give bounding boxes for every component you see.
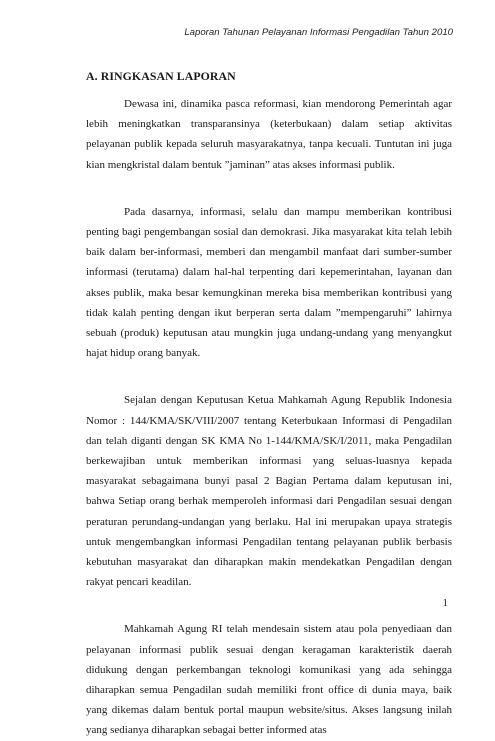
running-header: Laporan Tahunan Pelayanan Informasi Pengadilan Tahun 2010 <box>184 27 453 38</box>
body-text <box>86 94 452 741</box>
paragraph: Mahkamah Agung RI telah mendesain sistem atau pola penyediaan dan pelayanan informasi publik sesuai dengan keragaman karakteristik daerah didukung dengan perkembangan teknologi komunikasi yang ada sehingga diharapkan semua Pengadilan sudah memiliki front office di dunia maya, baik yang dikemas dalam bentuk portal maupun website/situs. Akses langsung inilah yang sedianya diharapkan sebagai better informed atas <box>86 623 452 737</box>
header-divider <box>0 40 495 41</box>
paragraph: Dewasa ini, dinamika pasca reformasi, kian mendorong Pemerintah agar lebih meningkatkan transparansinya (keterbukaan) dalam setiap aktivitas pelayanan publik kepada seluruh masyarakatnya, tanpa kecuali. Tuntutan ini juga kian mengkristal dalam bentuk ”jaminan” atas akses informasi publik. <box>86 98 452 171</box>
section-heading: A. RINGKASAN LAPORAN <box>86 69 236 83</box>
paragraph: Sejalan dengan Keputusan Ketua Mahkamah Agung Republik Indonesia Nomor : 144/KMA/SK/VIII/2007 tentang Keterbukaan Informasi di Pengadilan dan telah diganti dengan SK KMA No 1-144/KMA/SK/I/2011, maka Pengadilan berkewajiban untuk memberikan informasi yang seluas-luasnya kepada masyarakat sebagaimana bunyi pasal 2 Bagian Pertama dalam keputusan ini, bahwa Setiap orang berhak memperoleh informasi dari Pengadilan sesuai dengan peraturan perundang-undangan yang berlaku. Hal ini merupakan upaya strategis untuk mengembangkan informasi Pengadilan tentang pelayanan publik berbasis kebutuhan masyarakat dan diharapkan makin mendekatkan Pengadilan dengan rakyat pencari keadilan. <box>86 394 452 589</box>
paragraph: Pada dasarnya, informasi, selalu dan mampu memberikan kontribusi penting bagi pengembangan sosial dan demokrasi. Jika masyarakat kita telah lebih baik dalam ber-informasi, memberi dan mengambil manfaat dari sumber-sumber informasi (terutama) dalam hal-hal terpenting dari kepemerintahan, layanan dan akses publik, maka besar kemungkinan mereka bisa memberikan kontribusi yang tidak kalah penting dengan ikut berperan serta dalam ”mempengaruhi” lahirnya sebuah (produk) keputusan atau mungkin juga undang-undang yang menyangkut hajat hidup orang banyak. <box>86 205 452 360</box>
page-number: 1 <box>442 597 448 609</box>
